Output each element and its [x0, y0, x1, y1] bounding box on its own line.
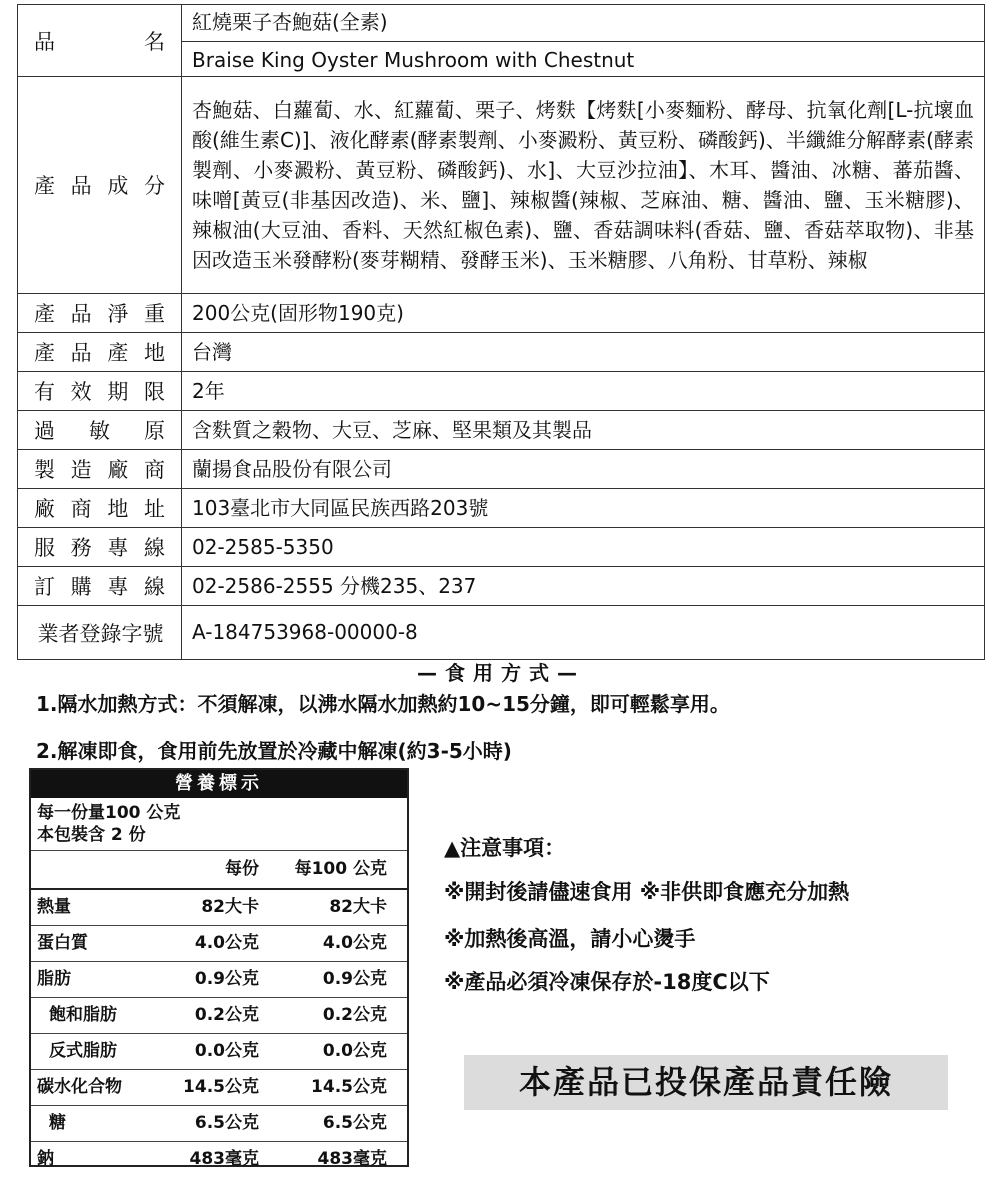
nutrient-per-serving: 82大卡	[201, 897, 259, 917]
shelf-life-label: 有效期限	[18, 372, 182, 411]
allergens-label: 過敏原	[18, 411, 182, 450]
nutrition-row	[31, 997, 407, 1033]
nutrient-per-100g: 483毫克	[317, 1149, 387, 1169]
nutrient-name: 蛋白質	[37, 933, 88, 953]
service-line-label: 服務專線	[18, 528, 182, 567]
nutrition-table	[29, 768, 409, 1167]
service-line-value: 02-2585-5350	[182, 528, 985, 567]
name-label: 品名	[18, 5, 182, 77]
nutrient-per-100g: 0.9公克	[322, 969, 387, 989]
product-info-table	[17, 4, 985, 660]
shelf-life-value: 2年	[182, 372, 985, 411]
nutrient-per-100g: 6.5公克	[322, 1113, 387, 1133]
nutrient-name: 糖	[49, 1113, 66, 1133]
manufacturer-label: 製造廠商	[18, 450, 182, 489]
nutrient-per-serving: 14.5公克	[183, 1077, 259, 1097]
nutrition-serving-info	[31, 798, 407, 850]
nutrient-name: 脂肪	[37, 969, 71, 989]
order-line-label: 訂購專線	[18, 567, 182, 606]
nutrition-row	[31, 1033, 407, 1069]
nutrient-name: 鈉	[37, 1149, 54, 1169]
nutrient-per-serving: 483毫克	[189, 1149, 259, 1169]
usage-line-2: 2.解凍即食，食用前先放置於冷藏中解凍(約3-5小時)	[36, 739, 512, 763]
net-weight-label: 產品淨重	[18, 294, 182, 333]
nutrient-name: 反式脂肪	[49, 1041, 117, 1061]
notes-title: ▲注意事項：	[444, 836, 566, 860]
usage-line-1: 1.隔水加熱方式：不須解凍，以沸水隔水加熱約10~15分鐘，即可輕鬆享用。	[36, 692, 730, 716]
origin-label: 產品產地	[18, 333, 182, 372]
serving-size: 每一份量100 公克	[37, 803, 181, 823]
nutrient-per-serving: 0.9公克	[194, 969, 259, 989]
nutrition-row	[31, 925, 407, 961]
name-value	[182, 5, 985, 77]
registration-label: 業者登錄字號	[18, 606, 182, 660]
nutrition-header: 營養標示	[31, 770, 407, 798]
col-per-serving: 每份	[225, 859, 259, 879]
col-per-100g: 每100 公克	[294, 859, 387, 879]
address-value: 103臺北市大同區民族西路203號	[182, 489, 985, 528]
name-zh: 紅燒栗子杏鮑菇(全素)	[182, 5, 984, 42]
registration-value: A-184753968-00000-8	[182, 606, 985, 660]
ingredients-value: 杏鮑菇、白蘿蔔、水、紅蘿蔔、栗子、烤麩【烤麩[小麥麵粉、酵母、抗氧化劑[L-抗壞血酸(維生素C)]、液化酵素(酵素製劑、小麥澱粉、黃豆粉、磷酸鈣)、半纖維分解酵素(酵素製劑、小麥澱粉、黃豆粉、磷酸鈣)、水]、大豆沙拉油】、木耳、醬油、冰糖、蕃茄醬、味噌[黃豆(非基因改造)、米、鹽]、辣椒醬(辣椒、芝麻油、糖、醬油、鹽、玉米糖膠)、辣椒油(大豆油、香料、天然紅椒色素)、鹽、香菇調味料(香菇、鹽、香菇萃取物)、非基因改造玉米發酵粉(麥芽糊精、發酵玉米)、玉米糖膠、八角粉、甘草粉、辣椒	[182, 77, 985, 294]
order-line-value: 02-2586-2555 分機235、237	[182, 567, 985, 606]
nutrient-name: 飽和脂肪	[49, 1005, 117, 1025]
allergens-value: 含麩質之穀物、大豆、芝麻、堅果類及其製品	[182, 411, 985, 450]
nutrition-column-header	[31, 850, 407, 890]
usage-title: —食用方式—	[417, 661, 585, 685]
nutrition-row	[31, 1105, 407, 1141]
nutrient-per-100g: 4.0公克	[322, 933, 387, 953]
servings-per-pack: 本包裝含 2 份	[37, 825, 146, 845]
insurance-banner: 本產品已投保產品責任險	[464, 1055, 948, 1110]
origin-value: 台灣	[182, 333, 985, 372]
ingredients-label: 產品成分	[18, 77, 182, 294]
nutrient-per-100g: 14.5公克	[311, 1077, 387, 1097]
nutrient-name: 熱量	[37, 897, 71, 917]
note-line-3: ※產品必須冷凍保存於-18度C以下	[444, 970, 770, 994]
nutrient-per-serving: 0.0公克	[194, 1041, 259, 1061]
net-weight-value: 200公克(固形物190克)	[182, 294, 985, 333]
nutrition-row	[31, 1069, 407, 1105]
nutrient-name: 碳水化合物	[37, 1077, 122, 1097]
nutrient-per-100g: 82大卡	[329, 897, 387, 917]
nutrition-row	[31, 890, 407, 925]
nutrient-per-serving: 4.0公克	[194, 933, 259, 953]
nutrient-per-100g: 0.0公克	[322, 1041, 387, 1061]
name-en: Braise King Oyster Mushroom with Chestnut	[192, 48, 635, 72]
note-line-1: ※開封後請儘速食用 ※非供即食應充分加熱	[444, 880, 850, 904]
nutrient-per-serving: 6.5公克	[194, 1113, 259, 1133]
nutrition-row	[31, 961, 407, 997]
nutrient-per-100g: 0.2公克	[322, 1005, 387, 1025]
nutrient-per-serving: 0.2公克	[194, 1005, 259, 1025]
note-line-2: ※加熱後高溫，請小心燙手	[444, 927, 696, 951]
address-label: 廠商地址	[18, 489, 182, 528]
manufacturer-value: 蘭揚食品股份有限公司	[182, 450, 985, 489]
